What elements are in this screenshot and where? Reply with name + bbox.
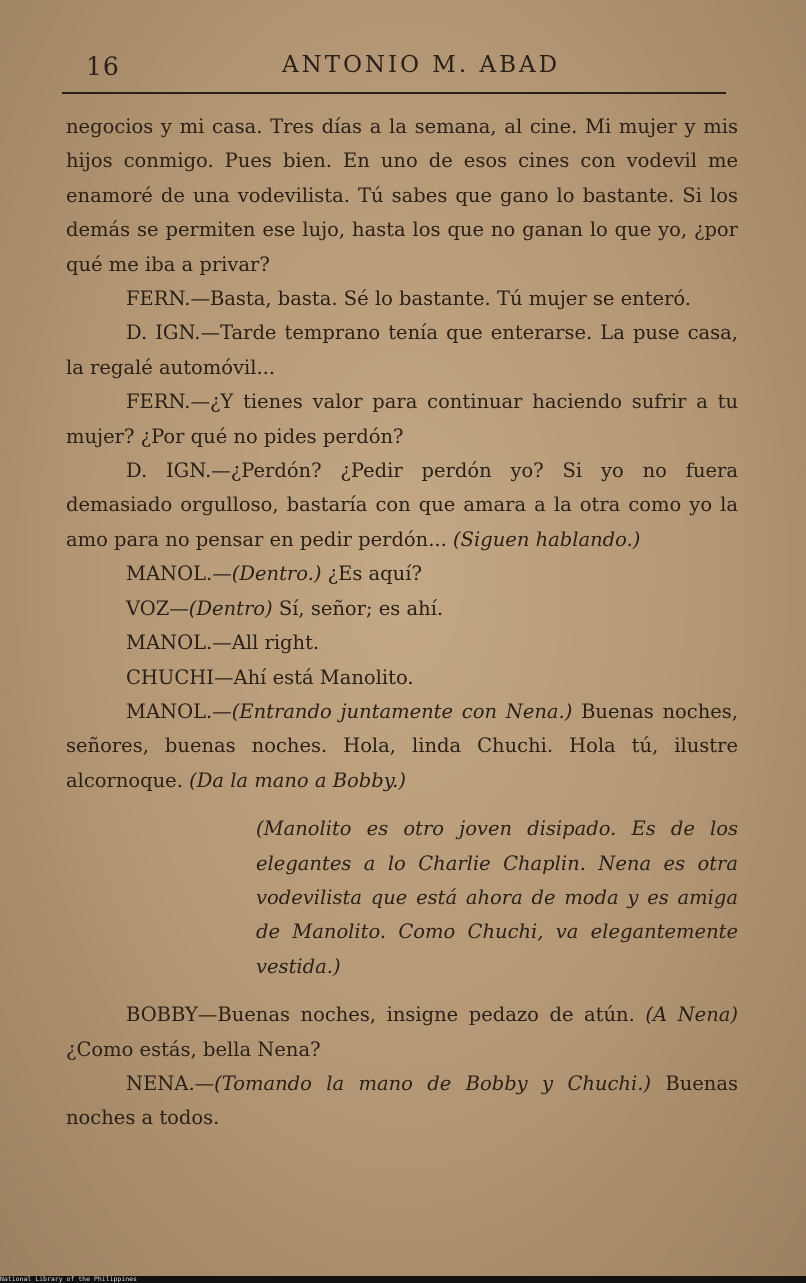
- paragraph: [66, 1067, 738, 1136]
- dialogue-text: ¿Es aquí?: [321, 562, 422, 586]
- dialogue-text: Buenas noches, señores, buenas noches. Hola, linda Chuchi. Hola tú, ilustre alcornoque.: [66, 699, 738, 792]
- paragraph: negocios y mi casa. Tres días a la semana, al cine. Mi mujer y mis hijos conmigo. Pues bien. En uno de esos cines con vodevil me enamoré de una vodevilista. Tú sabes que gano lo bastante. Si los demás se permiten ese lujo, hasta los que no ganan lo que yo, ¿por qué me iba a privar?: [66, 115, 738, 276]
- page-header: [62, 52, 726, 94]
- library-credit: National Library of the Philippines: [0, 1275, 137, 1283]
- stage-direction: (Da la mano a Bobby.): [189, 768, 406, 792]
- speaker: MANOL.—: [126, 699, 232, 723]
- paragraph: D. IGN.—Tarde temprano tenía que enterarse. La puse casa, la regalé automóvil...: [66, 321, 738, 379]
- speaker: VOZ—: [126, 596, 189, 620]
- stage-direction-block: (Manolito es otro joven disipado. Es de los elegantes a lo Charlie Chaplin. Nena es otra vodevilista que está ahora de moda y es amiga de Manolito. Como Chuchi, va elegantemente vestida.): [256, 817, 738, 978]
- dialogue-text: Buenas noches a todos.: [66, 1071, 739, 1130]
- paragraph: CHUCHI—Ahí está Manolito.: [126, 665, 414, 689]
- paragraph: [66, 998, 738, 1067]
- stage-direction: (A Nena): [645, 1003, 738, 1027]
- stage-direction: (Dentro.): [231, 562, 322, 586]
- paragraph: FERN.—Basta, basta. Sé lo bastante. Tú mujer se enteró.: [126, 287, 691, 311]
- speaker: MANOL.—: [126, 562, 232, 586]
- stage-direction: (Entrando juntamente con Nena.): [231, 699, 573, 723]
- dialogue-text: BOBBY—Buenas noches, insigne pedazo de atún.: [126, 1003, 646, 1027]
- dialogue-text: ¿Como estás, bella Nena?: [66, 1037, 321, 1061]
- paragraph: [66, 557, 738, 591]
- paragraph: FERN.—¿Y tienes valor para continuar haciendo sufrir a tu mujer? ¿Por qué no pides perdón?: [66, 390, 738, 448]
- running-head: ANTONIO M. ABAD: [282, 52, 561, 78]
- stage-direction: (Siguen hablando.): [453, 527, 641, 551]
- stage-direction: (Dentro): [188, 596, 273, 620]
- page-number: 16: [86, 52, 120, 81]
- stage-direction: (Tomando la mano de Bobby y Chuchi.): [214, 1071, 652, 1095]
- paragraph: [66, 695, 738, 798]
- speaker: NENA.—: [126, 1071, 215, 1095]
- body-text: [66, 110, 738, 1136]
- dialogue-text: Sí, señor; es ahí.: [272, 596, 444, 620]
- paragraph: [66, 454, 738, 557]
- dialogue-text: D. IGN.—¿Perdón? ¿Pedir perdón yo? Si yo no fuera demasiado orgulloso, bastaría con que amara a la otra como yo la amo para no pensar en pedir perdón...: [66, 459, 738, 551]
- paragraph: MANOL.—All right.: [126, 631, 320, 655]
- paragraph: [66, 592, 738, 626]
